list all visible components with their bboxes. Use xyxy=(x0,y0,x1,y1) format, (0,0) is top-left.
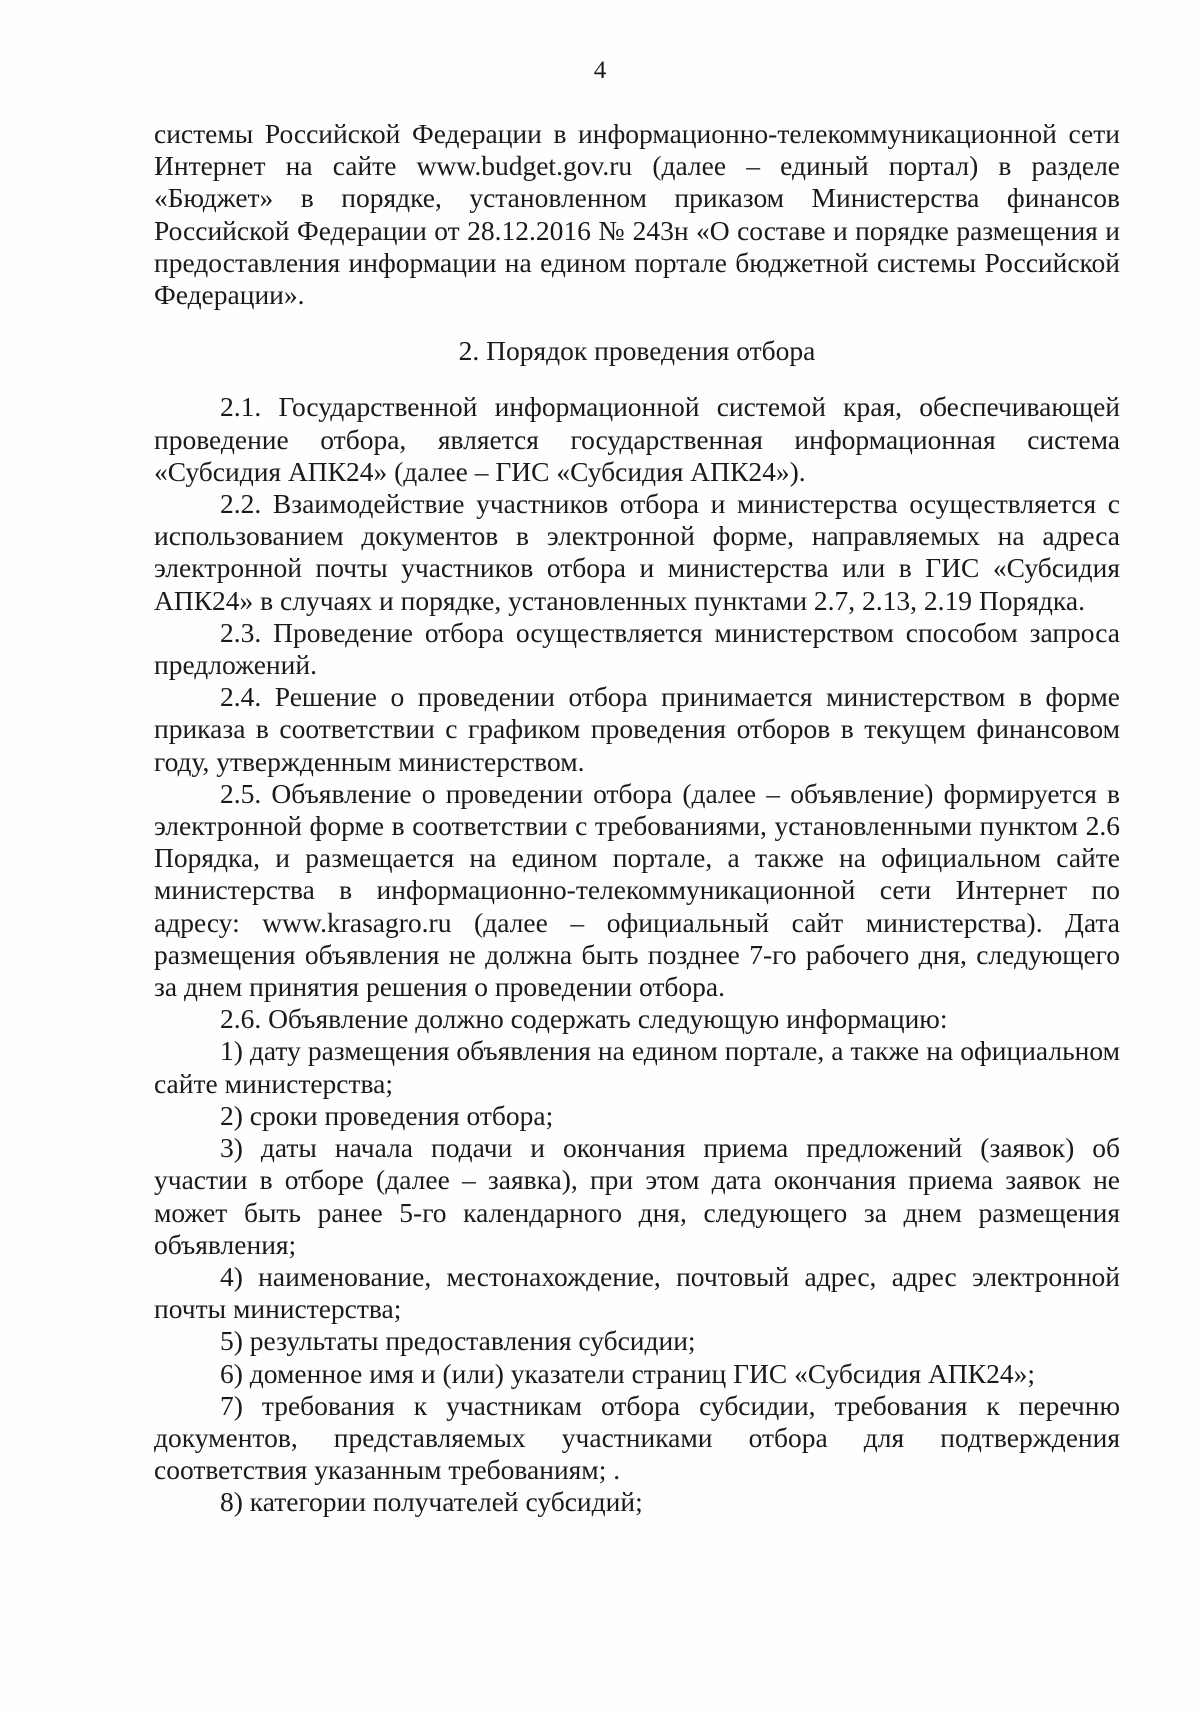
paragraph-2-1: 2.1. Государственной информационной системой края, обеспечивающей проведение отбора, является государственная информационная система «Субсидия АПК24» (далее – ГИС «Субсидия АПК24»). xyxy=(154,391,1120,487)
list-item-3: 3) даты начала подачи и окончания приема предложений (заявок) об участии в отборе (далее – заявка), при этом дата окончания приема заявок не может быть ранее 5-го календарного дня, следующего за днем размещения объявления; xyxy=(154,1132,1120,1260)
paragraph-2-3: 2.3. Проведение отбора осуществляется министерством способом запроса предложений. xyxy=(154,616,1120,681)
list-item-4: 4) наименование, местонахождение, почтовый адрес, адрес электронной почты министерства; xyxy=(154,1260,1120,1325)
page-number: 4 xyxy=(593,57,607,84)
continuation-paragraph: системы Российской Федерации в информационно-телекоммуникационной сети Интернет на сайте www.budget.gov.ru (далее – единый портал) в разделе «Бюджет» в порядке, установленном приказом Министерства финансов Российской Федерации от 28.12.2016 № 243н «О составе и порядке размещения и предоставления информации на едином портале бюджетной системы Российской Федерации». xyxy=(154,118,1120,311)
list-item-6: 6) доменное имя и (или) указатели страниц ГИС «Субсидия АПК24»; xyxy=(220,1357,1035,1389)
list-item-1: 1) дату размещения объявления на едином портале, а также на официальном сайте министерства; xyxy=(154,1035,1120,1099)
list-item-8: 8) категории получателей субсидий; xyxy=(220,1486,643,1518)
paragraph-2-5: 2.5. Объявление о проведении отбора (далее – объявление) формируется в электронной форме в соответствии с требованиями, установленными пунктом 2.6 Порядка, и размещается на едином портале, а также на официальном сайте министерства в информационно-телекоммуникационной сети Интернет по адресу: www.krasagro.ru (далее – официальный сайт министерства). Дата размещения объявления не должна быть позднее 7-го рабочего дня, следующего за днем принятия решения о проведении отбора. xyxy=(154,777,1120,1003)
paragraph-2-2: 2.2. Взаимодействие участников отбора и министерства осуществляется с использованием документов в электронной форме, направляемых на адреса электронной почты участников отбора и министерства или в ГИС «Субсидия АПК24» в случаях и порядке, установленных пунктами 2.7, 2.13, 2.19 Порядка. xyxy=(154,488,1120,616)
list-item-7: 7) требования к участникам отбора субсидии, требования к перечню документов, представляемых участниками отбора для подтверждения соответствия указанным требованиям; . xyxy=(154,1389,1120,1486)
paragraph-2-6: 2.6. Объявление должно содержать следующую информацию: xyxy=(220,1003,948,1035)
paragraph-2-4: 2.4. Решение о проведении отбора принимается министерством в форме приказа в соответствии с графиком проведения отборов в текущем финансовом году, утвержденным министерством. xyxy=(154,681,1120,777)
section-heading: 2. Порядок проведения отбора xyxy=(458,335,816,367)
list-item-2: 2) сроки проведения отбора; xyxy=(220,1099,554,1131)
list-item-5: 5) результаты предоставления субсидии; xyxy=(220,1325,696,1357)
document-body xyxy=(154,118,1120,1519)
